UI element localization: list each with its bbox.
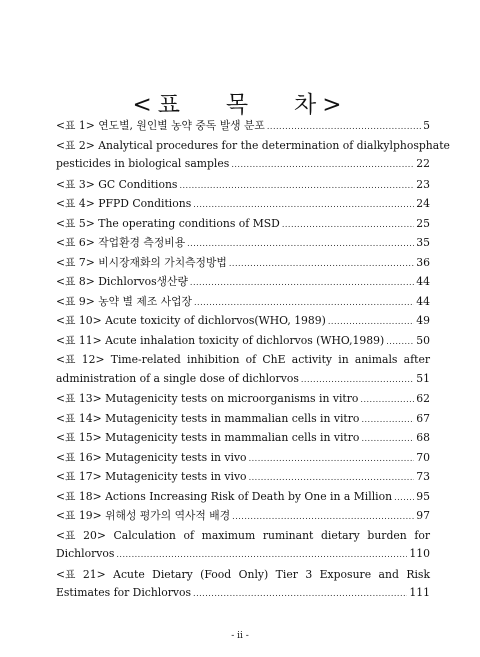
toc-entry[interactable] — [56, 489, 430, 509]
dot-leader — [187, 239, 414, 248]
toc-entry-page-number: 73 — [416, 470, 430, 483]
dot-leader — [328, 317, 414, 326]
toc-entry-label: Dichlorvos — [56, 547, 115, 560]
toc-entry[interactable] — [56, 508, 430, 528]
toc-entry-label: <표 4> PFPD Conditions — [56, 197, 192, 210]
toc-entry[interactable] — [56, 391, 430, 411]
toc-entry-page-number: 44 — [416, 275, 430, 288]
toc-entry-label: <표 6> 작업환경 측정비용 — [56, 236, 186, 249]
toc-entry-page-number: 111 — [409, 586, 430, 599]
toc-entry-label: pesticides in biological samples — [56, 157, 230, 170]
toc-entry[interactable] — [56, 216, 430, 236]
toc-entry[interactable] — [56, 274, 430, 294]
toc-entry-label: <표 10> Acute toxicity of dichlorvos(WHO, 1989) — [56, 314, 326, 327]
toc-entry[interactable] — [56, 586, 430, 606]
toc-entry[interactable] — [56, 547, 430, 567]
toc-entry-page-number: 51 — [416, 371, 430, 385]
toc-entry-first-line[interactable]: <표 12> Time-related inhibition of ChE activity in animals after — [56, 353, 430, 366]
toc-entry-page-number: 24 — [416, 197, 430, 210]
toc-entry-page-number: 70 — [416, 450, 430, 464]
toc-entry-page-number: 44 — [416, 294, 430, 308]
dot-leader — [361, 415, 414, 424]
toc-entry[interactable] — [56, 372, 430, 392]
toc-entry-first-line[interactable]: <표 20> Calculation of maximum ruminant dietary burden for — [56, 528, 430, 542]
toc-entry-label: <표 18> Actions Increasing Risk of Death by One in a Million — [56, 489, 393, 503]
toc-entry-label: <표 17> Mutagenicity tests in vivo — [56, 470, 247, 483]
toc-entry[interactable] — [56, 177, 430, 197]
toc-entry[interactable] — [56, 196, 430, 216]
toc-entry[interactable] — [56, 235, 430, 255]
toc-entry[interactable] — [56, 313, 430, 333]
toc-entry-page-number: 22 — [416, 157, 430, 170]
dot-leader — [193, 200, 414, 209]
toc-entry-label: <표 8> Dichlorvos생산량 — [56, 275, 188, 288]
toc-entry-page-number: 62 — [416, 392, 430, 405]
toc-entry-page-number: 36 — [416, 255, 430, 269]
toc-entry-first-line[interactable]: <표 2> Analytical procedures for the determination of dialkylphosphate — [56, 138, 450, 152]
toc-entry-label: <표 19> 위해성 평가의 역사적 배경 — [56, 509, 231, 522]
toc-entry-page-number: 67 — [416, 411, 430, 425]
toc-entry-label: <표 5> The operating conditions of MSD — [56, 216, 280, 230]
dot-leader — [190, 278, 414, 287]
dot-leader — [386, 337, 414, 346]
dot-leader — [394, 493, 414, 502]
toc-entry[interactable] — [56, 469, 430, 489]
toc-entry-page-number: 23 — [416, 177, 430, 191]
dot-leader — [249, 454, 415, 463]
toc-entry[interactable] — [56, 157, 430, 177]
toc-entry[interactable] — [56, 255, 430, 275]
toc-entry-label: Estimates for Dichlorvos — [56, 586, 192, 599]
toc-entry-first-line[interactable]: <표 21> Acute Dietary (Food Only) Tier 3 Exposure and Risk — [56, 567, 430, 581]
table-of-contents-list — [56, 118, 450, 606]
toc-entry-label: <표 14> Mutagenicity tests in mammalian cells in vitro — [56, 411, 360, 425]
toc-entry-label: <표 3> GC Conditions — [56, 177, 178, 191]
dot-leader — [231, 160, 414, 169]
toc-entry-page-number: 5 — [423, 119, 430, 132]
toc-entry-page-number: 50 — [416, 333, 430, 347]
toc-entry-page-number: 25 — [416, 216, 430, 230]
toc-entry-label: <표 16> Mutagenicity tests in vivo — [56, 450, 247, 464]
toc-entry-page-number: 68 — [416, 431, 430, 444]
toc-entry[interactable] — [56, 450, 430, 470]
toc-entry-label: <표 11> Acute inhalation toxicity of dichlorvos (WHO,1989) — [56, 333, 385, 347]
toc-entry-page-number: 35 — [416, 236, 430, 249]
toc-entry[interactable] — [56, 411, 430, 431]
dot-leader — [193, 589, 407, 598]
dot-leader — [232, 512, 414, 521]
dot-leader — [360, 395, 414, 404]
toc-entry[interactable] — [56, 333, 430, 353]
toc-entry-page-number: 97 — [416, 509, 430, 522]
page-number-footer: - ii - — [231, 631, 249, 641]
page-title: <표 목 차> — [132, 92, 348, 118]
dot-leader — [179, 181, 414, 190]
dot-leader — [229, 259, 414, 268]
dot-leader — [301, 375, 414, 384]
dot-leader — [116, 550, 407, 559]
dot-leader — [282, 220, 414, 229]
toc-entry-label: <표 1> 연도별, 원인별 농약 중독 발생 분포 — [56, 119, 265, 132]
dot-leader — [249, 473, 415, 482]
toc-entry-label: <표 13> Mutagenicity tests on microorganisms in vitro — [56, 392, 359, 405]
toc-entry-page-number: 95 — [416, 489, 430, 503]
dot-leader — [194, 298, 414, 307]
toc-entry-page-number: 110 — [409, 547, 430, 560]
toc-entry-label: <표 15> Mutagenicity tests in mammalian cells in vitro — [56, 431, 360, 444]
toc-entry-label: <표 7> 비시장재화의 가치측정방법 — [56, 255, 227, 269]
toc-entry-page-number: 49 — [416, 314, 430, 327]
toc-entry[interactable] — [56, 430, 430, 450]
toc-entry-label: administration of a single dose of dichlorvos — [56, 371, 299, 385]
toc-entry[interactable] — [56, 118, 430, 138]
toc-entry[interactable] — [56, 294, 430, 314]
toc-entry-label: <표 9> 농약 별 제조 사업장 — [56, 294, 192, 308]
dot-leader — [361, 434, 414, 443]
dot-leader — [267, 122, 421, 131]
